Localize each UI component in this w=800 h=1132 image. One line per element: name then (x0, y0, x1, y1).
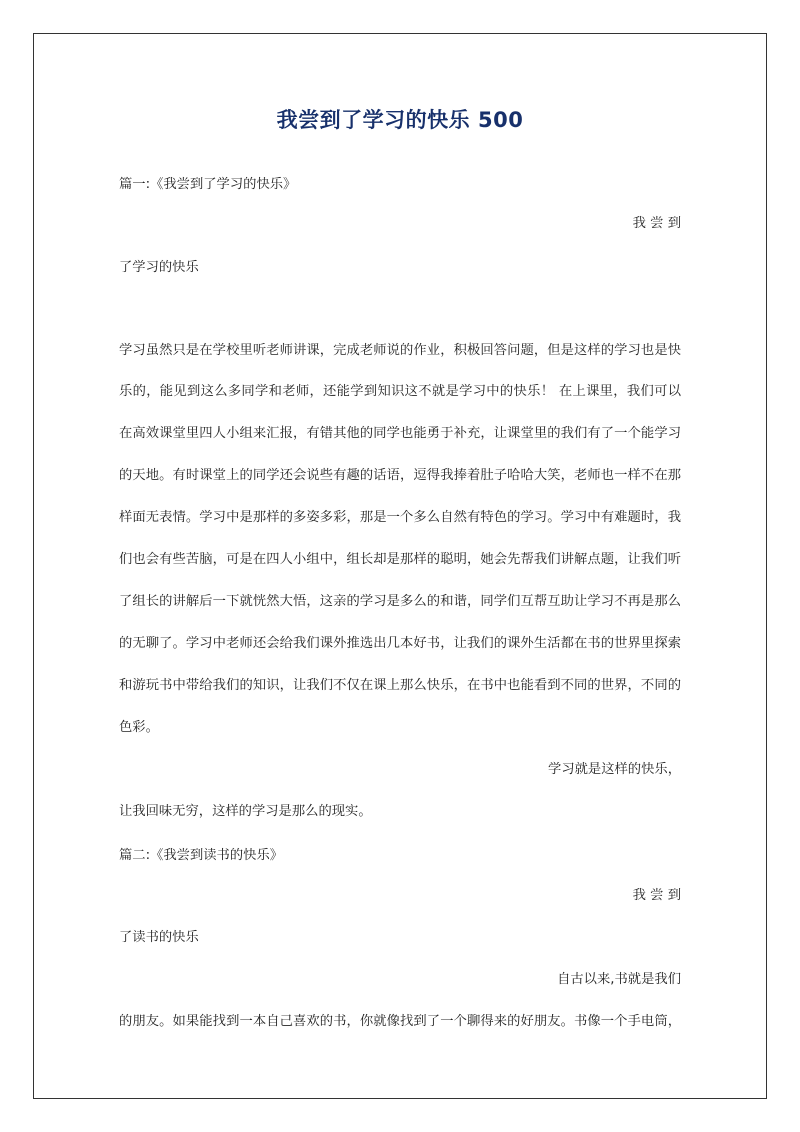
document-title: 我尝到了学习的快乐 500 (276, 108, 524, 132)
paragraph-line: 色彩。 (119, 720, 159, 735)
paragraph-line: 的朋友。如果能找到一本自己喜欢的书，你就像找到了一个聊得来的好朋友。书像一个手电筒， (119, 1014, 681, 1029)
text-line: 我 尝 到 (632, 888, 681, 903)
text-line: 让我回味无穷，这样的学习是那么的现实。 (119, 804, 372, 819)
text-line: 学习就是这样的快乐， (548, 762, 681, 777)
text-line: 了学习的快乐 (119, 260, 199, 275)
paragraph-line: 在高效课堂里四人小组来汇报，有错其他的同学也能勇于补充，让课堂里的我们有了一个能学习 (119, 426, 681, 441)
paragraph-line: 的天地。有时课堂上的同学还会说些有趣的话语，逗得我捧着肚子哈哈大笑，老师也一样不在那 (119, 468, 681, 483)
text-line: 自古以来,书就是我们 (557, 972, 681, 987)
paragraph-line: 学习虽然只是在学校里听老师讲课，完成老师说的作业，积极回答问题，但是这样的学习也是快 (119, 343, 681, 358)
paragraph-line: 的无聊了。学习中老师还会给我们课外推选出几本好书，让我们的课外生活都在书的世界里探索 (119, 636, 681, 651)
text-line: 了读书的快乐 (119, 930, 199, 945)
paragraph-line: 样面无表情。学习中是那样的多姿多彩，那是一个多么自然有特色的学习。学习中有难题时，我 (119, 510, 681, 525)
section-heading-2: 篇二:《我尝到读书的快乐》 (119, 848, 284, 863)
section-heading-1: 篇一:《我尝到了学习的快乐》 (119, 177, 297, 192)
paragraph-line: 了组长的讲解后一下就恍然大悟，这亲的学习是多么的和谐，同学们互帮互助让学习不再是那么 (119, 594, 681, 609)
text-line: 我 尝 到 (632, 216, 681, 231)
paragraph-line: 们也会有些苦脑，可是在四人小组中，组长却是那样的聪明，她会先帮我们讲解点题，让我们听 (119, 552, 681, 567)
paragraph-line: 乐的，能见到这么多同学和老师，还能学到知识这不就是学习中的快乐！ 在上课里，我们可以 (119, 384, 681, 399)
paragraph-line: 和游玩书中带给我们的知识，让我们不仅在课上那么快乐，在书中也能看到不同的世界，不同的 (119, 678, 681, 693)
